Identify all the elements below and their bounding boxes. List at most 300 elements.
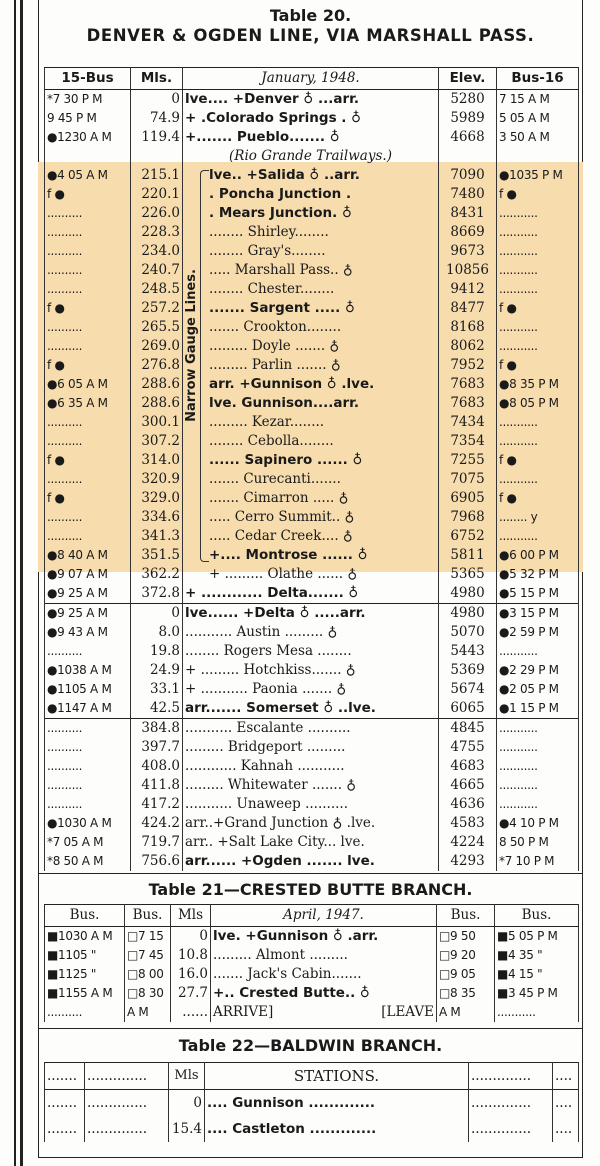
table21-row [45, 965, 579, 984]
elevation-cell: 4980 [439, 604, 497, 624]
table20-row [45, 642, 579, 661]
elevation-cell: 8431 [439, 204, 497, 223]
empty-cell [439, 147, 497, 166]
departure-time-bus-16: ........... [497, 470, 579, 489]
t22-col-stations: STATIONS. [205, 1063, 469, 1090]
elevation-cell: 4755 [439, 738, 497, 757]
t22-col-dots-d: .... [553, 1063, 579, 1090]
departure-time-15-bus: *7 30 P M [45, 90, 131, 110]
t21-bus-b: □7 45 [125, 946, 171, 965]
table20-row [45, 394, 579, 413]
elevation-cell: 6752 [439, 527, 497, 546]
departure-time-15-bus: ●6 35 A M [45, 394, 131, 413]
departure-time-bus-16: ●1 15 P M [497, 699, 579, 719]
departure-time-bus-16: f ● [497, 299, 579, 318]
departure-time-bus-16: ........... [497, 527, 579, 546]
station-cell: ........ Shirley........ [183, 223, 439, 242]
miles-cell: 257.2 [131, 299, 183, 318]
departure-time-bus-16: ●4 10 P M [497, 814, 579, 833]
departure-time-bus-16: ........... [497, 719, 579, 739]
departure-time-15-bus: ●1038 A M [45, 661, 131, 680]
departure-time-bus-16: ........... [497, 337, 579, 356]
table20-row [45, 546, 579, 565]
miles-cell: 19.8 [131, 642, 183, 661]
elevation-cell: 6065 [439, 699, 497, 719]
miles-cell: 408.0 [131, 757, 183, 776]
departure-time-bus-16: 3 50 A M [497, 128, 579, 147]
station-cell: lve...... +Delta ♁ .....arr. [183, 604, 439, 624]
t22-dots: ....... [45, 1116, 85, 1142]
elevation-cell: 9673 [439, 242, 497, 261]
departure-time-bus-16: ........... [497, 432, 579, 451]
departure-time-15-bus: .......... [45, 242, 131, 261]
col-header-bus-16: Bus-16 [497, 68, 579, 90]
departure-time-bus-16: ........... [497, 776, 579, 795]
miles-cell: 384.8 [131, 719, 183, 739]
t21-footer-b: A M [125, 1003, 171, 1022]
table20-row [45, 432, 579, 451]
t22-miles-1: 15.4 [169, 1116, 205, 1142]
t22-dots: .... [553, 1090, 579, 1117]
station-cell: arr. +Gunnison ♁ .lve. [183, 375, 439, 394]
miles-cell: 288.6 [131, 394, 183, 413]
t21-bus-c: □9 20 [437, 946, 495, 965]
t21-bus-d: ■3 45 P M [495, 984, 579, 1003]
table20-row [45, 280, 579, 299]
miles-cell: 300.1 [131, 413, 183, 432]
t22-station-0-name: Gunnison [232, 1095, 304, 1111]
departure-time-bus-16: ●5 15 P M [497, 584, 579, 604]
col-header-15-bus: 15-Bus [45, 68, 131, 90]
elevation-cell: 5280 [439, 90, 497, 110]
departure-time-bus-16: f ● [497, 356, 579, 375]
station-cell: + .Colorado Springs . ♁ [183, 109, 439, 128]
empty-cell [45, 147, 131, 166]
miles-cell: 314.0 [131, 451, 183, 470]
departure-time-bus-16: ........... [497, 223, 579, 242]
table20-row [45, 699, 579, 719]
table20-row [45, 584, 579, 604]
t21-miles: 0 [171, 927, 211, 947]
station-cell: . Poncha Junction . [183, 185, 439, 204]
elevation-cell: 4980 [439, 584, 497, 604]
departure-time-15-bus: .......... [45, 642, 131, 661]
table20-row [45, 204, 579, 223]
departure-time-bus-16: 5 05 A M [497, 109, 579, 128]
table20-row [45, 738, 579, 757]
miles-cell: 269.0 [131, 337, 183, 356]
elevation-cell: 4224 [439, 833, 497, 852]
table20-row [45, 90, 579, 110]
departure-time-bus-16: ........... [497, 413, 579, 432]
miles-cell: 320.9 [131, 470, 183, 489]
elevation-cell: 7683 [439, 394, 497, 413]
t21-bus-d: ■5 05 P M [495, 927, 579, 947]
station-cell: ..... Cerro Summit.. ♁ [183, 508, 439, 527]
t21-col-miles: Mls [171, 905, 211, 927]
t21-col-bus-c: Bus. [437, 905, 495, 927]
departure-time-bus-16: ........... [497, 642, 579, 661]
narrow-gauge-label [179, 230, 203, 460]
table22-top-rule [38, 1028, 583, 1029]
t21-bus-a: ■1030 A M [45, 927, 125, 947]
departure-time-bus-16: *7 10 P M [497, 852, 579, 871]
miles-cell: 397.7 [131, 738, 183, 757]
elevation-cell: 4636 [439, 795, 497, 814]
empty-cell [497, 147, 579, 166]
t22-station-1: .... Castleton ............. [205, 1116, 469, 1142]
miles-cell: 307.2 [131, 432, 183, 451]
departure-time-bus-16: ........... [497, 261, 579, 280]
departure-time-15-bus: ●1105 A M [45, 680, 131, 699]
table21-timetable [44, 904, 579, 1022]
elevation-cell: 8477 [439, 299, 497, 318]
station-cell: ............ Kahnah ........... [183, 757, 439, 776]
table20-row [45, 719, 579, 739]
station-cell: ........ Cebolla........ [183, 432, 439, 451]
table20-row [45, 451, 579, 470]
station-cell: ...... Sapinero ...... ♁ [183, 451, 439, 470]
elevation-cell: 8168 [439, 318, 497, 337]
t21-bus-c: □9 05 [437, 965, 495, 984]
miles-cell: 0 [131, 604, 183, 624]
elevation-cell: 10856 [439, 261, 497, 280]
departure-time-15-bus: .......... [45, 318, 131, 337]
elevation-cell: 5989 [439, 109, 497, 128]
t21-station: lve. +Gunnison ♁ .arr. [211, 927, 437, 947]
station-cell: ..... Cedar Creek.... ♁ [183, 527, 439, 546]
station-cell: +....... Pueblo....... ♁ [183, 128, 439, 147]
elevation-cell: 7683 [439, 375, 497, 394]
departure-time-15-bus: ●9 25 A M [45, 604, 131, 624]
departure-time-bus-16: f ● [497, 185, 579, 204]
miles-cell: 334.6 [131, 508, 183, 527]
station-cell: ......... Bridgeport ......... [183, 738, 439, 757]
departure-time-15-bus: .......... [45, 757, 131, 776]
elevation-cell: 5674 [439, 680, 497, 699]
station-cell: + ......... Hotchkiss....... ♁ [183, 661, 439, 680]
departure-time-bus-16: 8 50 P M [497, 833, 579, 852]
t21-col-bus-a: Bus. [45, 905, 125, 927]
departure-time-bus-16: ●6 00 P M [497, 546, 579, 565]
departure-time-15-bus: f ● [45, 299, 131, 318]
miles-cell: 411.8 [131, 776, 183, 795]
station-cell: +.... Montrose ...... ♁ [183, 546, 439, 565]
table22-title: Table 22—BALDWIN BRANCH. [178, 1036, 443, 1055]
departure-time-15-bus: .......... [45, 337, 131, 356]
elevation-cell: 7255 [439, 451, 497, 470]
departure-time-bus-16: ........... [497, 795, 579, 814]
elevation-cell: 7075 [439, 470, 497, 489]
table20-row [45, 109, 579, 128]
miles-cell: 372.8 [131, 584, 183, 604]
col-header-elevation: Elev. [439, 68, 497, 90]
table20-row [45, 661, 579, 680]
table20-row [45, 623, 579, 642]
departure-time-15-bus: f ● [45, 356, 131, 375]
table20-row [45, 356, 579, 375]
t22-station-0: .... Gunnison ............. [205, 1090, 469, 1117]
elevation-cell: 5365 [439, 565, 497, 584]
miles-cell: 276.8 [131, 356, 183, 375]
elevation-cell: 5811 [439, 546, 497, 565]
miles-cell: 351.5 [131, 546, 183, 565]
miles-cell: 226.0 [131, 204, 183, 223]
t22-col-dots-a: ....... [45, 1063, 85, 1090]
departure-time-15-bus: .......... [45, 795, 131, 814]
departure-time-bus-16: ........... [497, 318, 579, 337]
miles-cell: 234.0 [131, 242, 183, 261]
table20-row [45, 852, 579, 871]
miles-cell: 329.0 [131, 489, 183, 508]
t21-bus-a: ■1125 " [45, 965, 125, 984]
table20-title: DENVER & OGDEN LINE, VIA MARSHALL PASS. [86, 26, 535, 45]
t22-station-1-name: Castleton [232, 1121, 305, 1137]
elevation-cell: 8669 [439, 223, 497, 242]
departure-time-15-bus: ●9 43 A M [45, 623, 131, 642]
table20-header-row [45, 68, 579, 90]
t21-footer-c: A M [437, 1003, 495, 1022]
table22-row [45, 1116, 579, 1142]
miles-cell: 215.1 [131, 166, 183, 185]
t21-miles: 16.0 [171, 965, 211, 984]
table20-row [45, 489, 579, 508]
departure-time-15-bus: .......... [45, 738, 131, 757]
departure-time-bus-16: ........... [497, 204, 579, 223]
t21-bus-c: □9 50 [437, 927, 495, 947]
t21-footer-d: ........... [495, 1003, 579, 1022]
t21-station: +.. Crested Butte.. ♁ [211, 984, 437, 1003]
miles-cell: 424.2 [131, 814, 183, 833]
t21-bus-b: □7 15 [125, 927, 171, 947]
elevation-cell: 4293 [439, 852, 497, 871]
t21-col-date: April, 1947. [211, 905, 437, 927]
table20-note: (Rio Grande Trailways.) [183, 147, 439, 166]
t21-miles: 27.7 [171, 984, 211, 1003]
elevation-cell: 7434 [439, 413, 497, 432]
t21-bus-d: ■4 35 " [495, 946, 579, 965]
departure-time-15-bus: .......... [45, 204, 131, 223]
table20-row [45, 833, 579, 852]
station-cell: ....... Crookton........ [183, 318, 439, 337]
table20-row [45, 318, 579, 337]
elevation-cell: 5443 [439, 642, 497, 661]
elevation-cell: 4683 [439, 757, 497, 776]
station-cell: ........... Escalante .......... [183, 719, 439, 739]
station-cell: ....... Cimarron ..... ♁ [183, 489, 439, 508]
t21-miles: 10.8 [171, 946, 211, 965]
miles-cell: 8.0 [131, 623, 183, 642]
table20-row [45, 814, 579, 833]
miles-cell: 341.3 [131, 527, 183, 546]
departure-time-15-bus: f ● [45, 185, 131, 204]
miles-cell: 74.9 [131, 109, 183, 128]
t22-col-dots-b: .............. [85, 1063, 169, 1090]
table20-row [45, 604, 579, 624]
miles-cell: 42.5 [131, 699, 183, 719]
left-border-rule-thick [20, 0, 23, 1166]
table20-row [45, 166, 579, 185]
table22-timetable [44, 1062, 579, 1142]
departure-time-15-bus: .......... [45, 432, 131, 451]
departure-time-bus-16: ........... [497, 738, 579, 757]
departure-time-15-bus: ●4 05 A M [45, 166, 131, 185]
departure-time-15-bus: f ● [45, 451, 131, 470]
elevation-cell: 7968 [439, 508, 497, 527]
station-cell: ......... Parlin ....... ♁ [183, 356, 439, 375]
table20-row [45, 776, 579, 795]
miles-cell: 719.7 [131, 833, 183, 852]
miles-cell: 362.2 [131, 565, 183, 584]
station-cell: ........ Gray's........ [183, 242, 439, 261]
miles-cell: 119.4 [131, 128, 183, 147]
t21-bus-d: ■4 15 " [495, 965, 579, 984]
t21-bus-a: ■1155 A M [45, 984, 125, 1003]
elevation-cell: 4665 [439, 776, 497, 795]
station-cell: ........... Unaweep .......... [183, 795, 439, 814]
table20-row [45, 128, 579, 147]
t22-col-miles: Mls [169, 1063, 205, 1090]
station-cell: arr....... Somerset ♁ ..lve. [183, 699, 439, 719]
empty-cell [131, 147, 183, 166]
station-cell: ........... Austin ......... ♁ [183, 623, 439, 642]
miles-cell: 24.9 [131, 661, 183, 680]
miles-cell: 228.3 [131, 223, 183, 242]
departure-time-15-bus: f ● [45, 489, 131, 508]
departure-time-bus-16: 7 15 A M [497, 90, 579, 110]
table20-row [45, 261, 579, 280]
table20-row [45, 242, 579, 261]
station-cell: ........ Chester........ [183, 280, 439, 299]
table21-row [45, 946, 579, 965]
t22-miles-0: 0 [169, 1090, 205, 1117]
station-cell: . Mears Junction. ♁ [183, 204, 439, 223]
t22-dots: .............. [85, 1116, 169, 1142]
departure-time-bus-16: ●8 05 P M [497, 394, 579, 413]
departure-time-bus-16: ........... [497, 757, 579, 776]
station-cell: arr...... +Ogden ....... lve. [183, 852, 439, 871]
table22-header-row [45, 1063, 579, 1090]
departure-time-bus-16: ●2 29 P M [497, 661, 579, 680]
table20-number: Table 20. [269, 6, 352, 25]
table20-row [45, 223, 579, 242]
departure-time-15-bus: 9 45 P M [45, 109, 131, 128]
table20-row [45, 757, 579, 776]
t22-dots: .............. [469, 1116, 553, 1142]
table21-row [45, 927, 579, 947]
table20-row [45, 680, 579, 699]
departure-time-15-bus: *7 05 A M [45, 833, 131, 852]
station-cell: lve. Gunnison....arr. [183, 394, 439, 413]
elevation-cell: 4668 [439, 128, 497, 147]
table20-row [45, 299, 579, 318]
station-cell: ........ Rogers Mesa ........ [183, 642, 439, 661]
table21-row [45, 984, 579, 1003]
miles-cell: 33.1 [131, 680, 183, 699]
departure-time-15-bus: .......... [45, 223, 131, 242]
table20-row [45, 413, 579, 432]
departure-time-bus-16: ●1035 P M [497, 166, 579, 185]
station-cell: ......... Whitewater ....... ♁ [183, 776, 439, 795]
station-cell: ....... Curecanti....... [183, 470, 439, 489]
table22-row [45, 1090, 579, 1117]
departure-time-15-bus: .......... [45, 719, 131, 739]
elevation-cell: 5070 [439, 623, 497, 642]
miles-cell: 240.7 [131, 261, 183, 280]
miles-cell: 417.2 [131, 795, 183, 814]
departure-time-bus-16: ........ y [497, 508, 579, 527]
miles-cell: 756.6 [131, 852, 183, 871]
station-cell: ......... Kezar........ [183, 413, 439, 432]
table20-row [45, 565, 579, 584]
departure-time-15-bus: .......... [45, 261, 131, 280]
miles-cell: 265.5 [131, 318, 183, 337]
departure-time-15-bus: .......... [45, 776, 131, 795]
t22-col-dots-c: .............. [469, 1063, 553, 1090]
departure-time-15-bus: .......... [45, 527, 131, 546]
station-cell: lve.. +Salida ♁ ..arr. [183, 166, 439, 185]
t21-leave-label: [LEAVE [381, 1004, 434, 1020]
departure-time-bus-16: ●8 35 P M [497, 375, 579, 394]
departure-time-15-bus: .......... [45, 470, 131, 489]
elevation-cell: 7090 [439, 166, 497, 185]
t22-dots: ....... [45, 1090, 85, 1117]
departure-time-bus-16: f ● [497, 489, 579, 508]
departure-time-15-bus: ●1230 A M [45, 128, 131, 147]
table20-row [45, 508, 579, 527]
left-border-rule [14, 0, 16, 1166]
table20-row [45, 185, 579, 204]
narrow-gauge-label-text: Narrow Gauge Lines. [183, 268, 199, 422]
table20-row [45, 147, 579, 166]
departure-time-15-bus: ●6 05 A M [45, 375, 131, 394]
station-cell: ..... Marshall Pass.. ♁ [183, 261, 439, 280]
elevation-cell: 4583 [439, 814, 497, 833]
table20-row [45, 337, 579, 356]
table20-row [45, 470, 579, 489]
station-cell: + ........... Paonia ....... ♁ [183, 680, 439, 699]
t21-station: ......... Almont ......... [211, 946, 437, 965]
table20-row [45, 527, 579, 546]
t21-footer-station [211, 1003, 437, 1022]
t22-dots: .... [553, 1116, 579, 1142]
table20-row [45, 375, 579, 394]
t21-bus-a: ■1105 " [45, 946, 125, 965]
departure-time-bus-16: ........... [497, 242, 579, 261]
t22-dots: .............. [85, 1090, 169, 1117]
departure-time-bus-16: f ● [497, 451, 579, 470]
departure-time-15-bus: *8 50 A M [45, 852, 131, 871]
departure-time-bus-16: ●2 05 P M [497, 680, 579, 699]
station-cell: arr..+Grand Junction ♁ .lve. [183, 814, 439, 833]
miles-cell: 0 [131, 90, 183, 110]
departure-time-15-bus: ●1147 A M [45, 699, 131, 719]
departure-time-15-bus: ●9 25 A M [45, 584, 131, 604]
departure-time-15-bus: ●8 40 A M [45, 546, 131, 565]
departure-time-15-bus: ●1030 A M [45, 814, 131, 833]
miles-cell: 220.1 [131, 185, 183, 204]
elevation-cell: 7480 [439, 185, 497, 204]
elevation-cell: 8062 [439, 337, 497, 356]
station-cell: + ............ Delta....... ♁ [183, 584, 439, 604]
table20-timetable [44, 67, 579, 871]
t21-bus-b: □8 30 [125, 984, 171, 1003]
t21-footer-mls: ...... [171, 1003, 211, 1022]
departure-time-15-bus: .......... [45, 508, 131, 527]
departure-time-15-bus: ●9 07 A M [45, 565, 131, 584]
station-cell: + ......... Olathe ...... ♁ [183, 565, 439, 584]
departure-time-bus-16: ........... [497, 280, 579, 299]
